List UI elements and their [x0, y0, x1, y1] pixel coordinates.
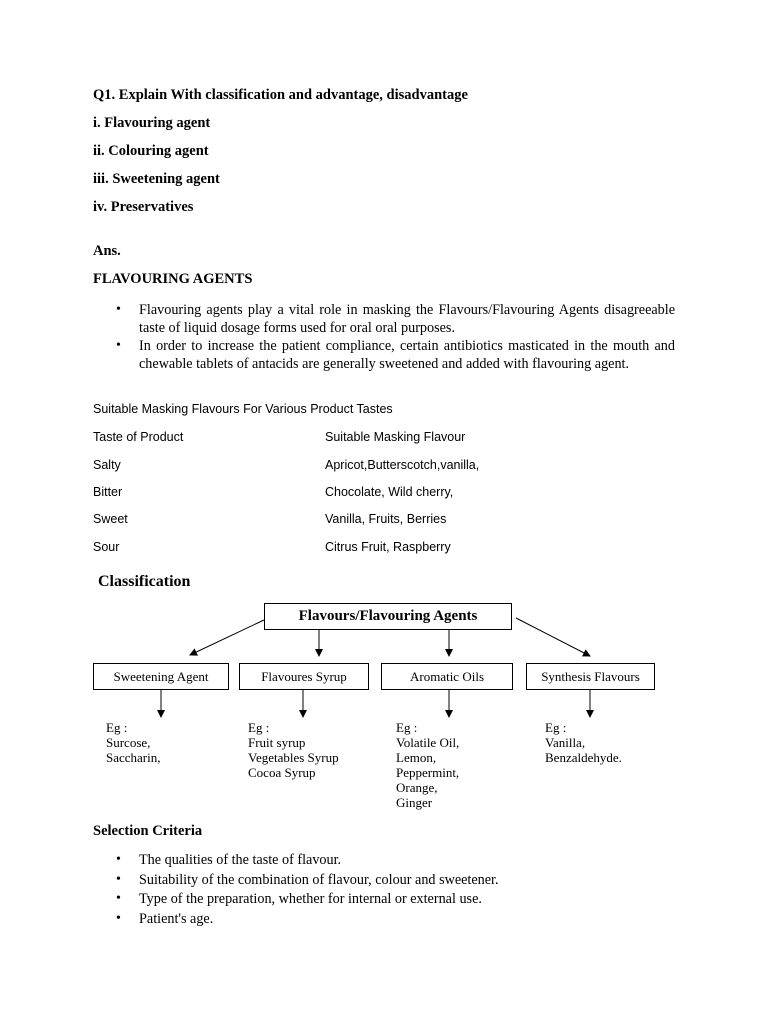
example-item: Surcose,: [106, 735, 151, 750]
category-box-synthesis-flavours: Synthesis Flavours: [526, 663, 655, 690]
category-box-flavoures-syrup: Flavoures Syrup: [239, 663, 369, 690]
example-label: Eg :: [545, 720, 567, 735]
example-item: Cocoa Syrup: [248, 765, 316, 780]
syrup-examples: [248, 720, 339, 780]
sweetening-examples: [106, 720, 161, 765]
selection-criteria-item: • Patient's age.: [93, 910, 675, 928]
example-item: Vegetables Syrup: [248, 750, 339, 765]
masking-table-cell-flavour: Citrus Fruit, Raspberry: [325, 540, 451, 554]
synthesis-examples: [545, 720, 622, 765]
example-item: Orange,: [396, 780, 438, 795]
example-item: Vanilla,: [545, 735, 586, 750]
selection-criteria-item: • The qualities of the taste of flavour.: [93, 851, 675, 869]
selection-criteria-title: Selection Criteria: [93, 823, 203, 839]
example-item: Volatile Oil,: [396, 735, 460, 750]
arrow-to-synthesis-flavours: [516, 618, 590, 656]
section-title-flavouring-agents: FLAVOURING AGENTS: [93, 271, 253, 287]
masking-table-header-flavour: Suitable Masking Flavour: [325, 430, 466, 444]
masking-table-cell-taste: Sweet: [93, 512, 128, 526]
example-label: Eg :: [106, 720, 128, 735]
selection-criteria-item: • Type of the preparation, whether for internal or external use.: [93, 890, 675, 908]
masking-table-cell-flavour: Vanilla, Fruits, Berries: [325, 512, 447, 526]
example-item: Lemon,: [396, 750, 437, 765]
classification-title: Classification: [98, 573, 191, 590]
masking-table-cell-taste: Sour: [93, 540, 120, 554]
example-item: Fruit syrup: [248, 735, 306, 750]
selection-criteria-list: [93, 851, 675, 929]
flavouring-bullet-item: • In order to increase the patient compliance, certain antibiotics masticated in the mouth and chewable tablets of antacids are generally sweetened and added with flavouring agent.: [93, 337, 675, 373]
masking-table-cell-flavour: Chocolate, Wild cherry,: [325, 485, 454, 499]
flavouring-bullet-item: • Flavouring agents play a vital role in masking the Flavours/Flavouring Agents disagreeable taste of liquid dosage forms used for oral oral purposes.: [93, 301, 675, 337]
example-label: Eg :: [248, 720, 270, 735]
arrow-to-sweetening-agent: [190, 620, 264, 655]
question-item-colouring: ii. Colouring agent: [93, 143, 209, 159]
masking-table-header-taste: Taste of Product: [93, 430, 184, 444]
masking-table-caption: Suitable Masking Flavours For Various Product Tastes: [93, 402, 393, 416]
question-item-preservatives: iv. Preservatives: [93, 199, 194, 215]
example-item: Peppermint,: [396, 765, 460, 780]
classification-root-box: Flavours/Flavouring Agents: [264, 603, 512, 630]
selection-criteria-item: • Suitability of the combination of flavour, colour and sweetener.: [93, 871, 675, 889]
question-title: Q1. Explain With classification and advantage, disadvantage: [93, 87, 468, 103]
aromatic-oils-examples: [396, 720, 459, 810]
category-box-sweetening-agent: Sweetening Agent: [93, 663, 229, 690]
masking-table-cell-taste: Bitter: [93, 485, 123, 499]
answer-label: Ans.: [93, 243, 121, 259]
masking-table-cell-taste: Salty: [93, 458, 121, 472]
masking-table-cell-flavour: Apricot,Butterscotch,vanilla,: [325, 458, 480, 472]
example-item: Saccharin,: [106, 750, 161, 765]
question-item-flavouring: i. Flavouring agent: [93, 115, 211, 131]
example-item: Benzaldehyde.: [545, 750, 622, 765]
example-item: Ginger: [396, 795, 433, 810]
category-box-aromatic-oils: Aromatic Oils: [381, 663, 513, 690]
example-label: Eg :: [396, 720, 418, 735]
question-item-sweetening: iii. Sweetening agent: [93, 171, 220, 187]
